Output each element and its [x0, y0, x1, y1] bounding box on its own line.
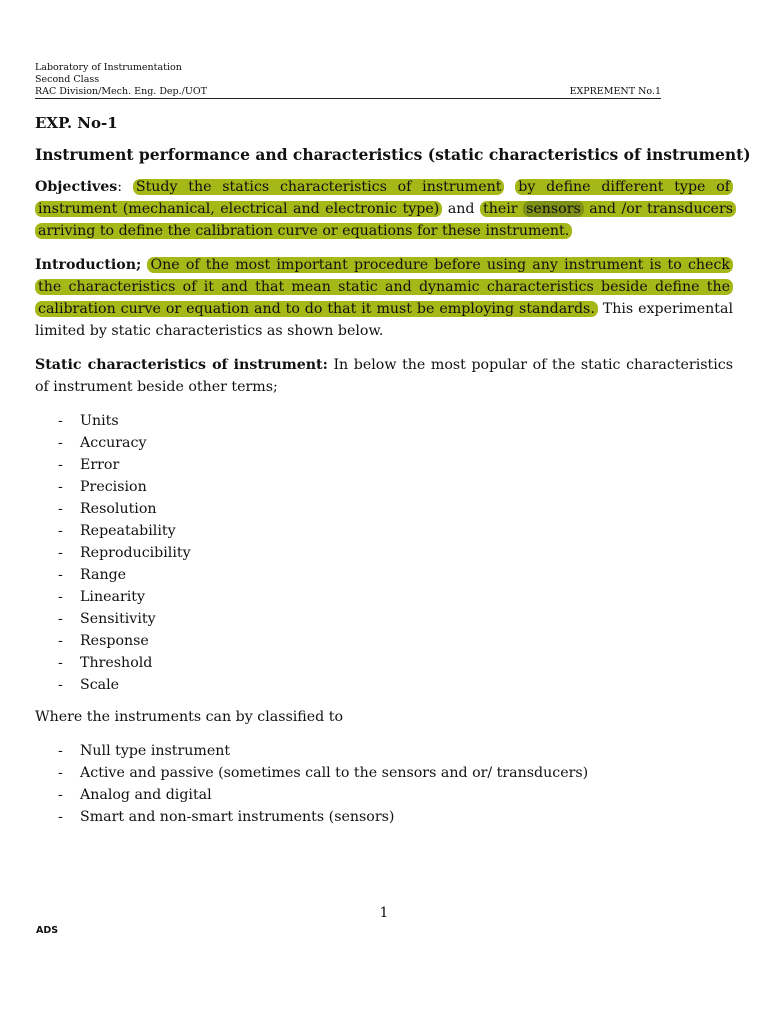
list-item: [35, 608, 733, 630]
list-dash: -: [58, 743, 63, 759]
list-item: [35, 674, 733, 696]
list-dash: -: [58, 567, 63, 583]
list-dash: -: [58, 765, 63, 781]
characteristics-list: [35, 410, 733, 696]
list-dash: -: [58, 501, 63, 517]
list-item-label: Units: [80, 413, 119, 429]
page-header: [35, 62, 661, 99]
list-item-label: Range: [80, 567, 127, 583]
header-division-row: [35, 86, 661, 99]
highlight-objective-2: by define different type of instrument (mechanical, electrical and electronic type): [35, 179, 733, 217]
objectives-and: and: [447, 201, 475, 217]
objectives-label: Objectives: [35, 179, 118, 195]
list-dash: -: [58, 479, 63, 495]
list-dash: -: [58, 611, 63, 627]
list-dash: -: [58, 633, 63, 649]
list-item-label: Repeatability: [80, 523, 176, 539]
list-item: [35, 410, 733, 432]
list-item-label: Precision: [80, 479, 147, 495]
document-body: [35, 112, 751, 838]
list-item: [35, 432, 733, 454]
highlight-objective-4: arriving to define the calibration curve or equations for these instrument.: [35, 223, 572, 239]
list-item: [35, 454, 733, 476]
list-item-label: Scale: [80, 677, 120, 693]
introduction-rest: This experimental limited by static characteristics as shown below.: [35, 301, 733, 339]
list-item: [35, 520, 733, 542]
list-item: [35, 498, 733, 520]
list-item: [35, 784, 733, 806]
list-item-label: Analog and digital: [80, 787, 212, 803]
highlight-objective-3: [480, 201, 736, 217]
list-item: [35, 806, 733, 828]
list-item: [35, 762, 733, 784]
list-item: [35, 630, 733, 652]
list-item: [35, 740, 733, 762]
list-dash: -: [58, 523, 63, 539]
static-characteristics-paragraph: [35, 354, 733, 398]
list-item-label: Response: [80, 633, 149, 649]
list-item-label: Smart and non-smart instruments (sensors): [80, 809, 395, 825]
highlight-objective-1: Study the statics characteristics of instrument: [133, 179, 505, 195]
list-dash: -: [58, 435, 63, 451]
header-class: Second Class: [35, 74, 100, 85]
header-experiment-number: EXPREMENT No.1: [569, 86, 661, 97]
list-item-label: Reproducibility: [80, 545, 191, 561]
objectives-transducers: and /or transducers: [589, 201, 734, 217]
objectives-their: their: [483, 201, 518, 217]
static-characteristics-label: Static characteristics of instrument:: [35, 357, 328, 373]
introduction-label: Introduction;: [35, 257, 142, 273]
list-item: [35, 586, 733, 608]
list-dash: -: [58, 677, 63, 693]
list-item: [35, 564, 733, 586]
list-dash: -: [58, 589, 63, 605]
header-division: RAC Division/Mech. Eng. Dep./UOT: [35, 86, 207, 97]
static-characteristics-text: In below the most popular of the static characteristics of instrument beside other terms;: [35, 357, 733, 395]
highlight-introduction: One of the most important procedure before using any instrument is to check the characteristics of it and that mean static and dynamic characteristics beside define the calibration curve or equation and to do that it must be employing standards.: [35, 257, 733, 317]
footer-initials: ADS: [36, 925, 59, 936]
list-item: [35, 476, 733, 498]
list-item: [35, 652, 733, 674]
list-item-label: Resolution: [80, 501, 157, 517]
objectives-paragraph: [35, 176, 733, 242]
list-dash: -: [58, 457, 63, 473]
page-title: Instrument performance and characteristics (static characteristics of instrument): [35, 145, 751, 164]
highlight-sensors: sensors: [523, 201, 584, 217]
list-item-label: Null type instrument: [80, 743, 231, 759]
list-item-label: Threshold: [80, 655, 153, 671]
list-dash: -: [58, 655, 63, 671]
page-number: 1: [379, 905, 389, 921]
introduction-paragraph: [35, 254, 733, 342]
list-item-label: Sensitivity: [80, 611, 156, 627]
list-dash: -: [58, 787, 63, 803]
classification-list: [35, 740, 733, 828]
classification-intro: Where the instruments can by classified to: [35, 709, 343, 725]
experiment-number: EXP. No-1: [35, 114, 118, 132]
header-lab-name: Laboratory of Instrumentation: [35, 62, 182, 73]
list-dash: -: [58, 809, 63, 825]
list-item: [35, 542, 733, 564]
list-item-label: Accuracy: [80, 435, 147, 451]
list-dash: -: [58, 413, 63, 429]
list-dash: -: [58, 545, 63, 561]
list-item-label: Active and passive (sometimes call to the sensors and or/ transducers): [80, 765, 589, 781]
objectives-colon: :: [117, 179, 123, 195]
list-item-label: Linearity: [80, 589, 145, 605]
list-item-label: Error: [80, 457, 120, 473]
